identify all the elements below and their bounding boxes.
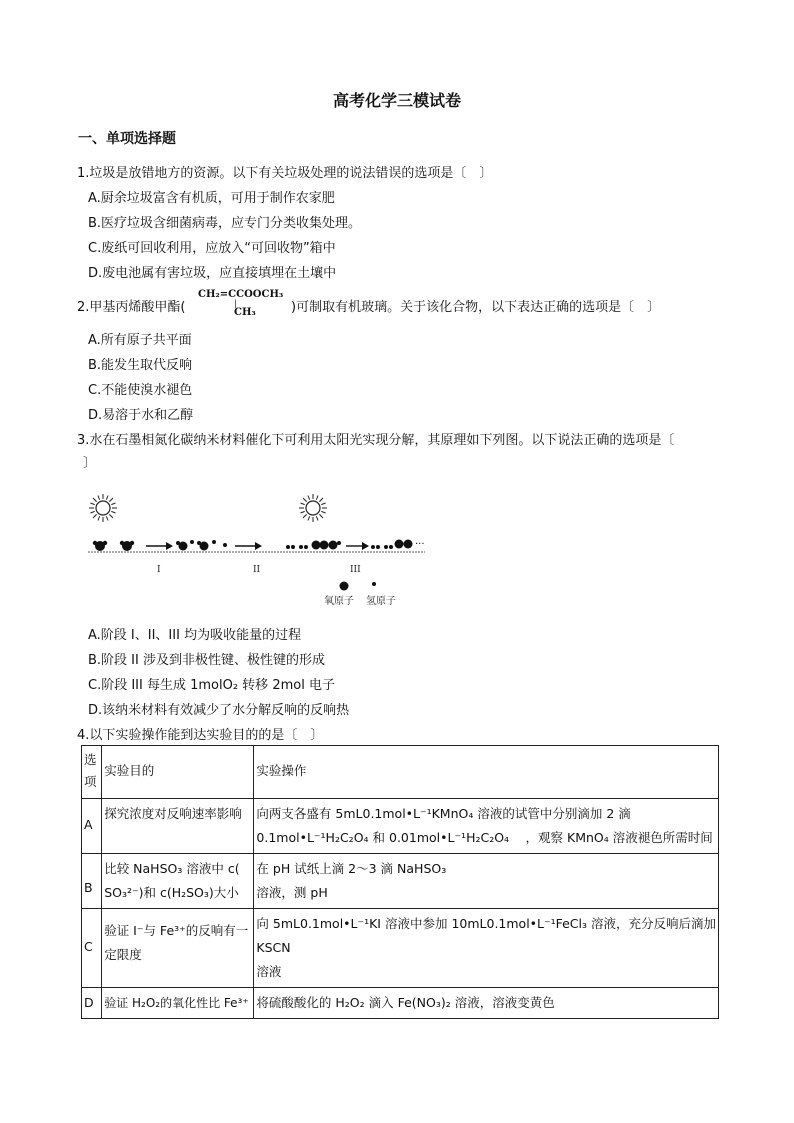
section-heading: 一、单项选择题 [78,131,176,147]
oxygen-atom-legend-icon [340,582,349,591]
q1-option-c: C.废纸可回收利用，应放入“可回收物”箱中 [88,241,336,256]
continuation-dots: ··· [415,539,425,550]
row-operation [254,909,719,988]
row-key: C [82,909,102,988]
row-key: D [82,988,102,1019]
table-row [82,854,719,909]
water-molecule [120,541,134,551]
formula-bond: | [234,299,237,308]
formula-bottom: CH₃ [234,307,256,318]
row-purpose-line: 比较 NaHSO₃ 溶液中 c( [104,861,240,876]
q2-stem-start: 2.甲基丙烯酸甲酯( [77,300,186,315]
q2-option-d: D.易溶于水和乙醇 [88,408,194,423]
formula-top: CH₂=CCOOCH₃ [198,289,284,300]
arrow-stage-3 [346,542,369,550]
row-operation: 将硫酸酸化的 H₂O₂ 滴入 Fe(NO₃)₂ 溶液，溶液变黄色 [254,988,719,1019]
q3-option-c: C.阶段 III 每生成 1molO₂ 转移 2mol 电子 [88,678,335,693]
row-operation-line: 向两支各盛有 5mL0.1mol•L⁻¹KMnO₄ 溶液的试管中分别滴加 2 滴 [256,806,631,821]
table-row [82,988,719,1019]
q3-option-b: B.阶段 II 涉及到非极性键、极性键的形成 [88,653,325,668]
row-purpose: 验证 I⁻与 Fe³⁺的反响有一定限度 [102,909,254,988]
legend-oxygen-label: 氧原子 [324,596,354,607]
row-purpose: 验证 H₂O₂的氧化性比 Fe³⁺ [102,988,254,1019]
q1-option-b: B.医疗垃圾含细菌病毒，应专门分类收集处理。 [88,216,362,231]
table-header-row [82,746,719,799]
water-splitting-diagram [80,488,440,610]
header-purpose: 实验目的 [102,746,254,799]
row-purpose: 探究浓度对反响速率影响 [102,799,254,854]
row-operation-line: 0.1mol•L⁻¹H₂C₂O₄ 和 0.01mol•L⁻¹H₂C₂O₄ ，观察 KMnO₄ 溶液褪色所需时间 [256,830,713,845]
q3-option-a: A.阶段 I、II、III 均为吸收能量的过程 [88,628,302,643]
table-row [82,799,719,854]
q3-stem: 3.水在石墨相氮化碳纳米材料催化下可利用太阳光实现分解，其原理如下列图。以下说法正确的选项是〔 [77,433,675,448]
row-operation-line: 溶液 [256,964,282,979]
row-purpose-line: SO₃²⁻)和 c(H₂SO₃)大小 [104,885,239,900]
page-title: 高考化学三模试卷 [332,91,461,110]
q2-option-a: A.所有原子共平面 [88,333,192,348]
q3-stem-close: 〕 [83,456,97,471]
stage-label-3: III [350,565,361,575]
stage-label-2: II [253,565,261,575]
row-key: B [82,854,102,909]
header-option: 选项 [82,746,102,799]
row-operation [254,799,719,854]
q2-option-b: B.能发生取代反响 [88,358,193,373]
q2-stem-end: )可制取有机玻璃。关于该化合物，以下表达正确的选项是〔 〕 [291,300,661,315]
hydrogen-atom-legend-icon [372,582,376,586]
q2-option-c: C.不能使溴水褪色 [88,383,193,398]
header-operation: 实验操作 [254,746,719,799]
q1-option-a: A.厨余垃圾富含有机质，可用于制作农家肥 [88,191,335,206]
row-operation-line: 向 5mL0.1mol•L⁻¹KI 溶液中参加 10mL0.1mol•L⁻¹FeCl₃ 溶液，充分反响后滴加 [256,916,716,931]
structural-formula [198,289,283,318]
legend-hydrogen-label: 氢原子 [366,596,396,607]
experiment-table [81,745,719,1019]
row-operation [254,854,719,909]
table-row [82,909,719,988]
row-operation-line: KSCN [256,940,291,955]
q4-stem: 4.以下实验操作能到达实验目的的是〔 〕 [77,728,324,743]
sun-icon-1 [89,494,117,522]
row-operation-line: 在 pH 试纸上滴 2～3 滴 NaHSO₃ [256,861,447,876]
q3-option-d: D.该纳米材料有效减少了水分解反响的反响热 [88,703,350,718]
row-purpose [102,854,254,909]
q1-option-d: D.废电池属有害垃圾，应直接填埋在土壤中 [88,266,337,281]
row-key: A [82,799,102,854]
sun-icon-2 [299,494,327,522]
row-operation-line: 溶液，测 pH [256,885,328,900]
water-molecule [93,541,107,551]
stage-label-1: I [157,565,161,575]
arrow-stage-2 [235,542,262,550]
q1-stem: 1.垃圾是放错地方的资源。以下有关垃圾处理的说法错误的选项是〔 〕 [77,166,493,181]
arrow-stage-1 [146,542,173,550]
